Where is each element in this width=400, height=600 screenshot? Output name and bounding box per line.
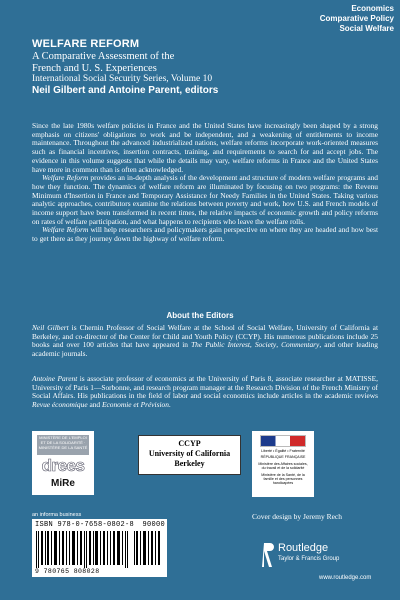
- subject-item: Economics: [351, 4, 394, 13]
- ccyp-line-2: University of California: [148, 449, 231, 458]
- drees-mire-logo: [32, 431, 94, 495]
- bio-text: ,: [249, 340, 255, 350]
- ccyp-line-3: Berkeley: [174, 459, 205, 468]
- book-title-italic: Welfare Reform: [42, 225, 89, 235]
- ministry-motto: Liberté • Égalité • Fraternité: [261, 449, 305, 453]
- bio-text: is associate professor of economics at the University of Paris 8, associate researcher at MATISSE, University of Paris 1—Sorbonne, and research program manager at the Research Division of the French Ministry of Social Affairs. His publications in the field of labor and social economics include articles in the academic reviews: [32, 374, 378, 401]
- cover-design-credit: Cover design by Jeremy Rech: [252, 512, 342, 521]
- ministry-name-1: Ministère des Affaires sociales, du travail et de la solidarité: [258, 461, 308, 471]
- drees-wordmark: drees: [41, 456, 85, 475]
- editor-name: Antoine Parent: [32, 374, 78, 383]
- journal-name: The Public Interest: [191, 340, 250, 350]
- gilbert-bio: [32, 324, 378, 359]
- ministry-text: [256, 449, 310, 488]
- isbn-number: ISBN 978-0-7658-0802-8: [35, 521, 135, 529]
- bio-text: .: [168, 400, 171, 410]
- blurb-text: provides an in-depth analysis of the development and structure of modern welfare programs and how they function. The dynamics of welfare reform are illuminated by focusing on two programs: the Revenu Minimum d'Insertion in France and Temporary Assistance for Needy Families in the United States. Taking various analytic approaches, contributors examine the relations between poverty and work, how U.S. and French models of income support have been transformed in recent times, the relative impacts of economic growth and policy reforms on rates of welfare participation, and what happens to recipients who leave the welfare rolls.: [32, 173, 379, 226]
- routledge-mark-icon: [262, 541, 274, 569]
- blurb: [32, 122, 378, 244]
- blurb-paragraph-2: [32, 174, 378, 226]
- subject-categories: [320, 4, 394, 34]
- mire-wordmark: MiRe: [51, 478, 75, 489]
- bio-text: , and other leading academic journals.: [32, 340, 379, 359]
- journal-name: Commentary: [281, 340, 320, 350]
- editors-line: Neil Gilbert and Antoine Parent, editors: [32, 85, 219, 96]
- journal-name: Revue économique: [32, 400, 88, 410]
- subject-item: Social Welfare: [339, 24, 394, 33]
- bio-text: is Chernin Professor of Social Welfare at the School of Social Welfare, University of California at Berkeley, and co-director of the Center for Child and Youth Policy (CCYP). His numerous publications include 25 books and over 100 articles that have appeared in: [32, 323, 378, 350]
- ministry-name-2: Ministère de la Santé, de la famille et des personnes handicapées: [261, 472, 305, 486]
- book-header: [32, 38, 377, 97]
- blurb-paragraph-1: [32, 122, 378, 174]
- journal-name: Economie et Prévision: [101, 400, 169, 410]
- blurb-text: Since the late 1980s welfare policies in France and the United States have increasingly been shaped by a strong emphasis on citizens' obligations to work and be independent, and a weakening of entitlements to income maintenance. Throughout the advanced industrialized nations, welfare reforms incorporate work-oriented measures such as financial incentives, insertion contracts, training, and requirements to search for and accept jobs. The evidence in this volume suggests that while the details may vary, welfare reforms in France and the United States have more in common than is often acknowledged.: [32, 121, 378, 174]
- book-subtitle-line2: French and U. S. Experiences: [32, 62, 157, 74]
- tricolor-flag-icon: [260, 435, 306, 447]
- book-subtitle-line1: A Comparative Assessment of the: [32, 51, 175, 62]
- journal-name: Society: [254, 340, 277, 350]
- about-editors-heading: About the Editors: [166, 311, 234, 320]
- publisher-name: Routledge: [278, 542, 329, 554]
- bio-text: ,: [276, 340, 282, 350]
- french-ministry-logo: [252, 431, 314, 497]
- barcode-digits: 9 780765 808028: [35, 568, 100, 575]
- subject-item: Comparative Policy: [319, 14, 394, 23]
- price-code: 90000: [142, 521, 165, 529]
- parent-bio: [32, 375, 378, 410]
- isbn-barcode: [32, 519, 167, 577]
- series-name: International Social Security Series, Volume 10: [32, 74, 213, 84]
- editor-name: Neil Gilbert: [32, 323, 69, 332]
- publisher-url: www.routledge.com: [319, 575, 372, 581]
- publisher-group: Taylor & Francis Group: [278, 556, 340, 562]
- drees-header-band: MINISTÈRE DE L'EMPLOI ET DE LA SOLIDARITÉ · MINISTÈRE DE LA SANTÉ: [37, 435, 89, 455]
- ccyp-line-1: CCYP: [178, 439, 201, 448]
- blurb-paragraph-3: [32, 226, 378, 243]
- ministry-republic: RÉPUBLIQUE FRANÇAISE: [260, 455, 306, 460]
- book-title: WELFARE REFORM: [32, 38, 140, 50]
- bio-text: and: [87, 400, 102, 410]
- blurb-text: will help researchers and policymakers gain perspective on where they are headed and how best to get there as they journey down the highway of welfare reform.: [32, 225, 378, 244]
- book-title-italic: Welfare Reform: [42, 173, 89, 183]
- ccyp-logo: [138, 435, 241, 475]
- informa-tagline: an informa business: [32, 512, 82, 518]
- routledge-logo: [262, 541, 392, 571]
